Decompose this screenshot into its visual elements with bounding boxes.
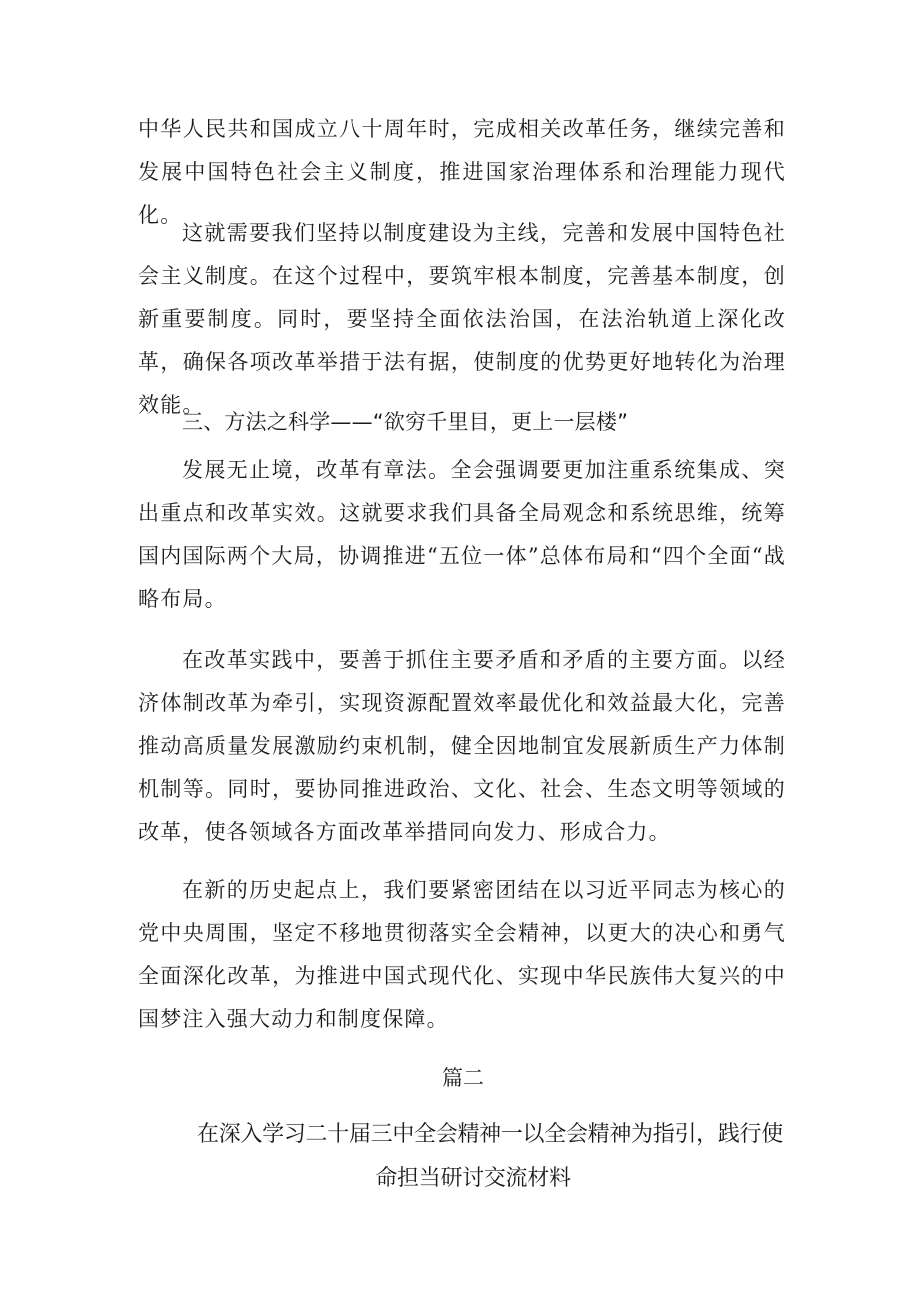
document-title-line-1: 在深入学习二十届三中全会精神一以全会精神为指引，践行使	[197, 1122, 783, 1147]
part-label: 篇二	[442, 1066, 484, 1090]
body-paragraph-4: 在改革实践中，要善于抓住主要矛盾和矛盾的主要方面。以经济体制改革为牵引，实现资源配置效率最优化和效益最大化，完善推动高质量发展激励约束机制，健全因地制宜发展新质生产力体制机制等。同时，要协同推进政治、文化、社会、生态文明等领域的改革，使各领域各方面改革举措同向发力、形成合力。	[138, 648, 786, 844]
body-paragraph-5: 在新的历史起点上，我们要紧密团结在以习近平同志为核心的党中央周围，坚定不移地贯彻落实全会精神，以更大的决心和勇气全面深化改革，为推进中国式现代化、实现中华民族伟大复兴的中国梦注入强大动力和制度保障。	[138, 878, 786, 1031]
body-paragraph-1: 中华人民共和国成立八十周年时，完成相关改革任务，继续完善和发展中国特色社会主义制度，推进国家治理体系和治理能力现代化。	[138, 117, 786, 227]
body-paragraph-2: 这就需要我们坚持以制度建设为主线，完善和发展中国特色社会主义制度。在这个过程中，要筑牢根本制度，完善基本制度，创新重要制度。同时，要坚持全面依法治国，在法治轨道上深化改革，确保各项改革举措于法有据，使制度的优势更好地转化为治理效能。	[138, 221, 786, 417]
document-title	[150, 1113, 830, 1201]
section-heading: 三、方法之科学——“欲穷千里目，更上一层楼”	[182, 410, 629, 434]
document-title-line-2: 命担当研讨交流材料	[375, 1166, 571, 1191]
body-paragraph-3: 发展无止境，改革有章法。全会强调要更加注重系统集成、突出重点和改革实效。这就要求我们具备全局观念和系统思维，统筹国内国际两个大局，协调推进“五位一体”总体布局和“四个全面“战略布局。	[138, 458, 786, 611]
